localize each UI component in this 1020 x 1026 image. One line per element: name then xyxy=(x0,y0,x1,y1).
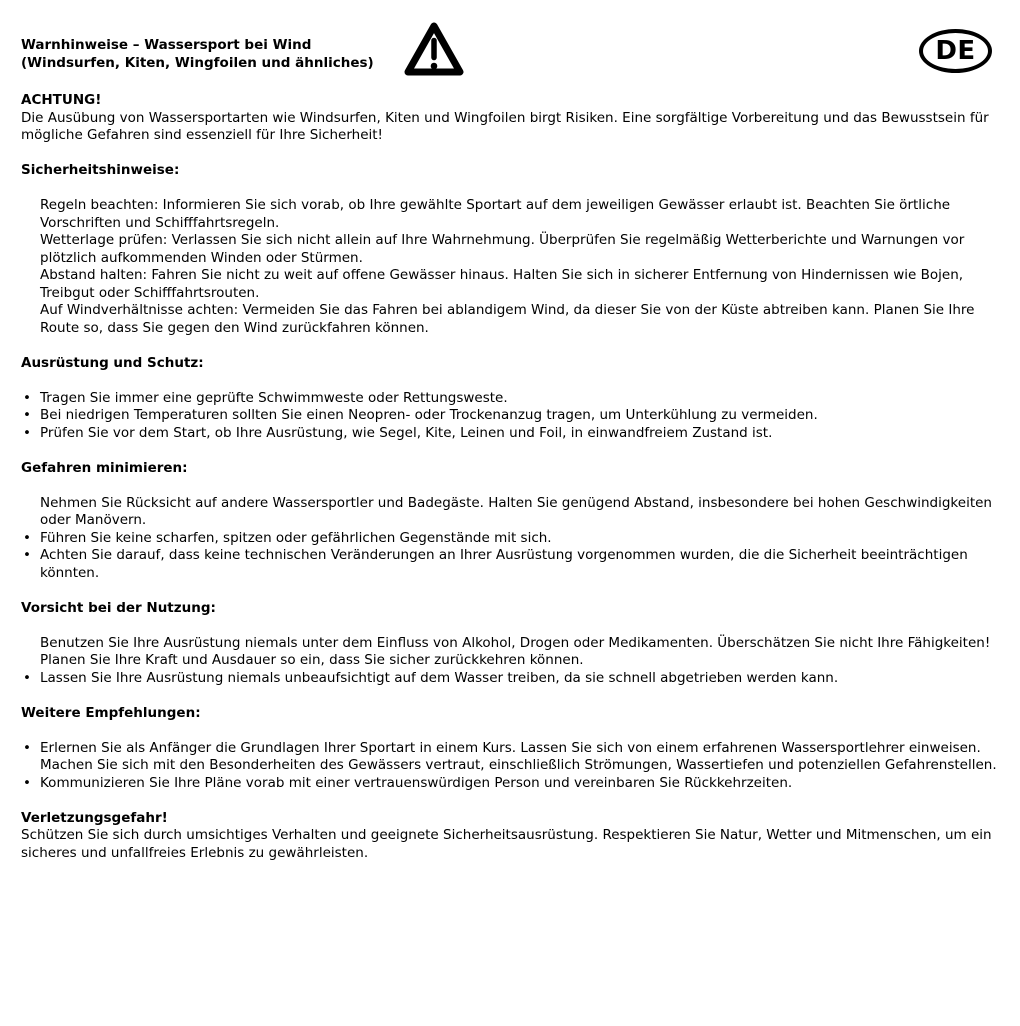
bullet-icon: • xyxy=(23,669,31,686)
bullet-icon: • xyxy=(23,547,31,563)
list-item-text: Bei niedrigen Temperaturen sollten Sie einen Neopren- oder Trockenanzug tragen, um Unterkühlung zu vermeiden. xyxy=(40,407,818,423)
section xyxy=(21,162,1008,337)
document-title xyxy=(21,37,1008,72)
section-item-list xyxy=(21,197,1008,337)
bullet-spacer xyxy=(21,197,40,232)
list-item-text: Lassen Sie Ihre Ausrüstung niemals unbeaufsichtigt auf dem Wasser treiben, da sie schnell abgetrieben werden kann. xyxy=(40,669,839,686)
section-item-list xyxy=(21,740,1008,793)
list-item xyxy=(21,407,1008,425)
document-header xyxy=(21,37,1008,72)
section xyxy=(21,705,1008,793)
list-item xyxy=(21,390,1008,408)
bullet-icon: • xyxy=(23,739,31,756)
list-item xyxy=(21,232,1008,267)
bullet-icon: • xyxy=(23,389,31,406)
list-item-text: Machen Sie sich mit den Besonderheiten des Gewässers vertraut, einschließlich Strömungen, Wassertiefen und potenziellen Gefahrenstellen. xyxy=(40,757,997,773)
list-item-text: Erlernen Sie als Anfänger die Grundlagen Ihrer Sportart in einem Kurs. Lassen Sie sich von einem erfahrenen Wassersportlehrer einweisen. xyxy=(40,739,981,756)
section-paragraph: Schützen Sie sich durch umsichtiges Verhalten und geeignete Sicherheitsausrüstung. Respektieren Sie Natur, Wetter und Mitmenschen, um ein sicheres und unfallfreies Erlebnis zu gewährleisten. xyxy=(21,827,992,861)
section xyxy=(21,600,1008,688)
list-item xyxy=(21,530,1008,548)
title-line-2: (Windsurfen, Kiten, Wingfoilen und ähnliches) xyxy=(21,54,374,71)
section-heading: Gefahren minimieren: xyxy=(21,459,188,476)
warning-triangle-icon xyxy=(404,21,464,79)
bullet-spacer xyxy=(21,635,40,670)
list-item-text: Prüfen Sie vor dem Start, ob Ihre Ausrüstung, wie Segel, Kite, Leinen und Foil, in einwandfreiem Zustand ist. xyxy=(40,424,773,441)
bullet-icon: • xyxy=(23,407,31,423)
bullet-icon: • xyxy=(23,529,31,546)
list-item-text: Abstand halten: Fahren Sie nicht zu weit auf offene Gewässer hinaus. Halten Sie sich in sicherer Entfernung von Hindernissen wie Bojen, Treibgut oder Schifffahrtsrouten. xyxy=(40,267,964,301)
bullet-icon: • xyxy=(23,424,31,441)
list-item-text: Nehmen Sie Rücksicht auf andere Wassersportler und Badegäste. Halten Sie genügend Abstand, insbesondere bei hohen Geschwindigkeiten oder Manövern. xyxy=(40,494,992,528)
language-badge-label: DE xyxy=(935,36,976,66)
list-item xyxy=(21,757,1008,775)
bullet-spacer xyxy=(21,302,40,337)
list-item xyxy=(21,267,1008,302)
list-item xyxy=(21,197,1008,232)
section-item-list xyxy=(21,390,1008,443)
list-item-text: Regeln beachten: Informieren Sie sich vorab, ob Ihre gewählte Sportart auf dem jeweiligen Gewässer erlaubt ist. Beachten Sie örtliche Vorschriften und Schifffahrtsregeln. xyxy=(40,197,951,231)
section-heading: Sicherheitshinweise: xyxy=(21,162,180,178)
bullet-icon: • xyxy=(23,774,31,791)
section-heading: Ausrüstung und Schutz: xyxy=(21,354,204,371)
section xyxy=(21,460,1008,583)
section-heading: ACHTUNG! xyxy=(21,92,102,108)
section-item-list xyxy=(21,635,1008,688)
list-item xyxy=(21,635,1008,670)
section-item-list xyxy=(21,495,1008,583)
list-item-text: Tragen Sie immer eine geprüfte Schwimmweste oder Rettungsweste. xyxy=(40,389,508,406)
list-item-text: Kommunizieren Sie Ihre Pläne vorab mit einer vertrauenswürdigen Person und vereinbaren Sie Rückkehrzeiten. xyxy=(40,774,793,791)
list-item-text: Auf Windverhältnisse achten: Vermeiden Sie das Fahren bei ablandigem Wind, da dieser Sie von der Küste abtreiben kann. Planen Sie Ihre Route so, dass Sie gegen den Wind zurückfahren können. xyxy=(40,302,975,336)
section-heading: Vorsicht bei der Nutzung: xyxy=(21,599,216,616)
section-paragraph: Die Ausübung von Wassersportarten wie Windsurfen, Kiten und Wingfoilen birgt Risiken. Eine sorgfältige Vorbereitung und das Bewusstsein für mögliche Gefahren sind essenziell für Ihre Sicherheit! xyxy=(21,109,989,143)
document-sections xyxy=(21,92,1008,862)
list-item xyxy=(21,547,1008,582)
bullet-spacer xyxy=(21,495,40,530)
list-item xyxy=(21,302,1008,337)
list-item xyxy=(21,740,1008,758)
bullet-spacer xyxy=(21,232,40,267)
list-item-text: Wetterlage prüfen: Verlassen Sie sich nicht allein auf Ihre Wahrnehmung. Überprüfen Sie regelmäßig Wetterberichte und Warnungen vor plötzlich aufkommenden Winden oder Stürmen. xyxy=(40,232,965,266)
list-item-text: Benutzen Sie Ihre Ausrüstung niemals unter dem Einfluss von Alkohol, Drogen oder Medikamenten. Überschätzen Sie nicht Ihre Fähigkeiten! Planen Sie Ihre Kraft und Ausdauer so ein, dass Sie sicher zurückkehren können. xyxy=(40,634,991,668)
section xyxy=(21,810,1008,863)
list-item xyxy=(21,670,1008,688)
list-item-text: Achten Sie darauf, dass keine technischen Veränderungen an Ihrer Ausrüstung vorgenommen wurden, die die Sicherheit beeinträchtigen könnten. xyxy=(40,547,968,581)
section-heading: Verletzungsgefahr! xyxy=(21,809,168,826)
list-item xyxy=(21,775,1008,793)
list-item-text: Führen Sie keine scharfen, spitzen oder gefährlichen Gegenstände mit sich. xyxy=(40,529,552,546)
title-line-1: Warnhinweise – Wassersport bei Wind xyxy=(21,37,312,53)
section xyxy=(21,92,1008,145)
list-item xyxy=(21,495,1008,530)
language-badge xyxy=(919,29,992,73)
section xyxy=(21,355,1008,443)
bullet-spacer xyxy=(21,267,40,302)
list-item xyxy=(21,425,1008,443)
bullet-spacer xyxy=(21,757,40,775)
section-heading: Weitere Empfehlungen: xyxy=(21,704,201,721)
